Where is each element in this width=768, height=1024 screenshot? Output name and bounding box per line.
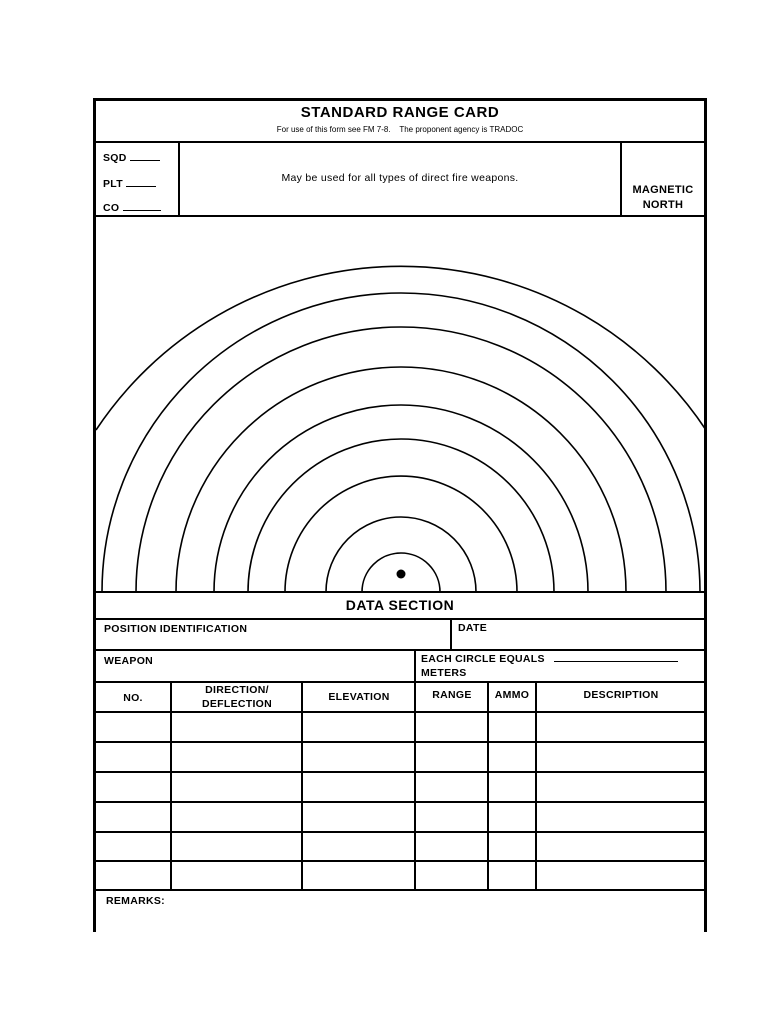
- form-reference: For use of this form see FM 7-8.: [276, 125, 391, 134]
- col-header-elevation: ELEVATION: [328, 691, 390, 703]
- data-section-title: DATA SECTION: [345, 597, 455, 613]
- weapon-field[interactable]: WEAPON: [104, 655, 154, 667]
- meters-label: METERS: [421, 667, 467, 679]
- range-circle-8: [102, 293, 700, 592]
- table-row[interactable]: [93, 771, 706, 773]
- north-label: NORTH: [642, 199, 684, 211]
- deflection-label: DEFLECTION: [201, 698, 273, 710]
- usage-note: May be used for all types of direct fire weapons.: [281, 172, 519, 184]
- col-header-description: DESCRIPTION: [583, 689, 659, 701]
- data-section-divider: [93, 618, 706, 620]
- table-bottom: [93, 889, 706, 891]
- sketch-bottom: [93, 591, 706, 593]
- sqd-label: SQD: [103, 152, 127, 164]
- range-circle-6: [176, 367, 626, 592]
- date-divider: [450, 618, 452, 650]
- col-header-ammo: AMMO: [494, 689, 530, 701]
- col-header-direction: [172, 683, 302, 711]
- circle-scale-blank[interactable]: [554, 661, 678, 662]
- each-circle-label: EACH CIRCLE EQUALS: [421, 652, 678, 666]
- co-label: CO: [103, 202, 120, 214]
- range-circle-2: [326, 517, 476, 592]
- range-circle-4: [248, 439, 554, 592]
- plt-label: PLT: [103, 178, 123, 190]
- direction-label: DIRECTION/: [205, 684, 269, 696]
- table-row[interactable]: [93, 801, 706, 803]
- magnetic-label: MAGNETIC: [632, 184, 694, 196]
- weapon-divider: [414, 649, 416, 682]
- date-field[interactable]: DATE: [458, 622, 488, 634]
- col-header-no: NO.: [123, 692, 143, 704]
- position-row-bottom: [93, 649, 706, 651]
- table-row[interactable]: [93, 741, 706, 743]
- table-row[interactable]: [93, 831, 706, 833]
- circle-scale-field[interactable]: [421, 652, 678, 680]
- range-circle-5: [214, 405, 588, 592]
- remarks-field[interactable]: REMARKS:: [106, 895, 165, 907]
- weapon-position-dot: [397, 570, 406, 579]
- table-header-bottom: [93, 711, 706, 713]
- table-row[interactable]: [93, 860, 706, 862]
- form-title: STANDARD RANGE CARD: [300, 104, 500, 121]
- proponent-agency: The proponent agency is TRADOC: [399, 125, 524, 134]
- col-header-range: RANGE: [432, 689, 472, 701]
- position-identification-field[interactable]: POSITION IDENTIFICATION: [104, 623, 248, 635]
